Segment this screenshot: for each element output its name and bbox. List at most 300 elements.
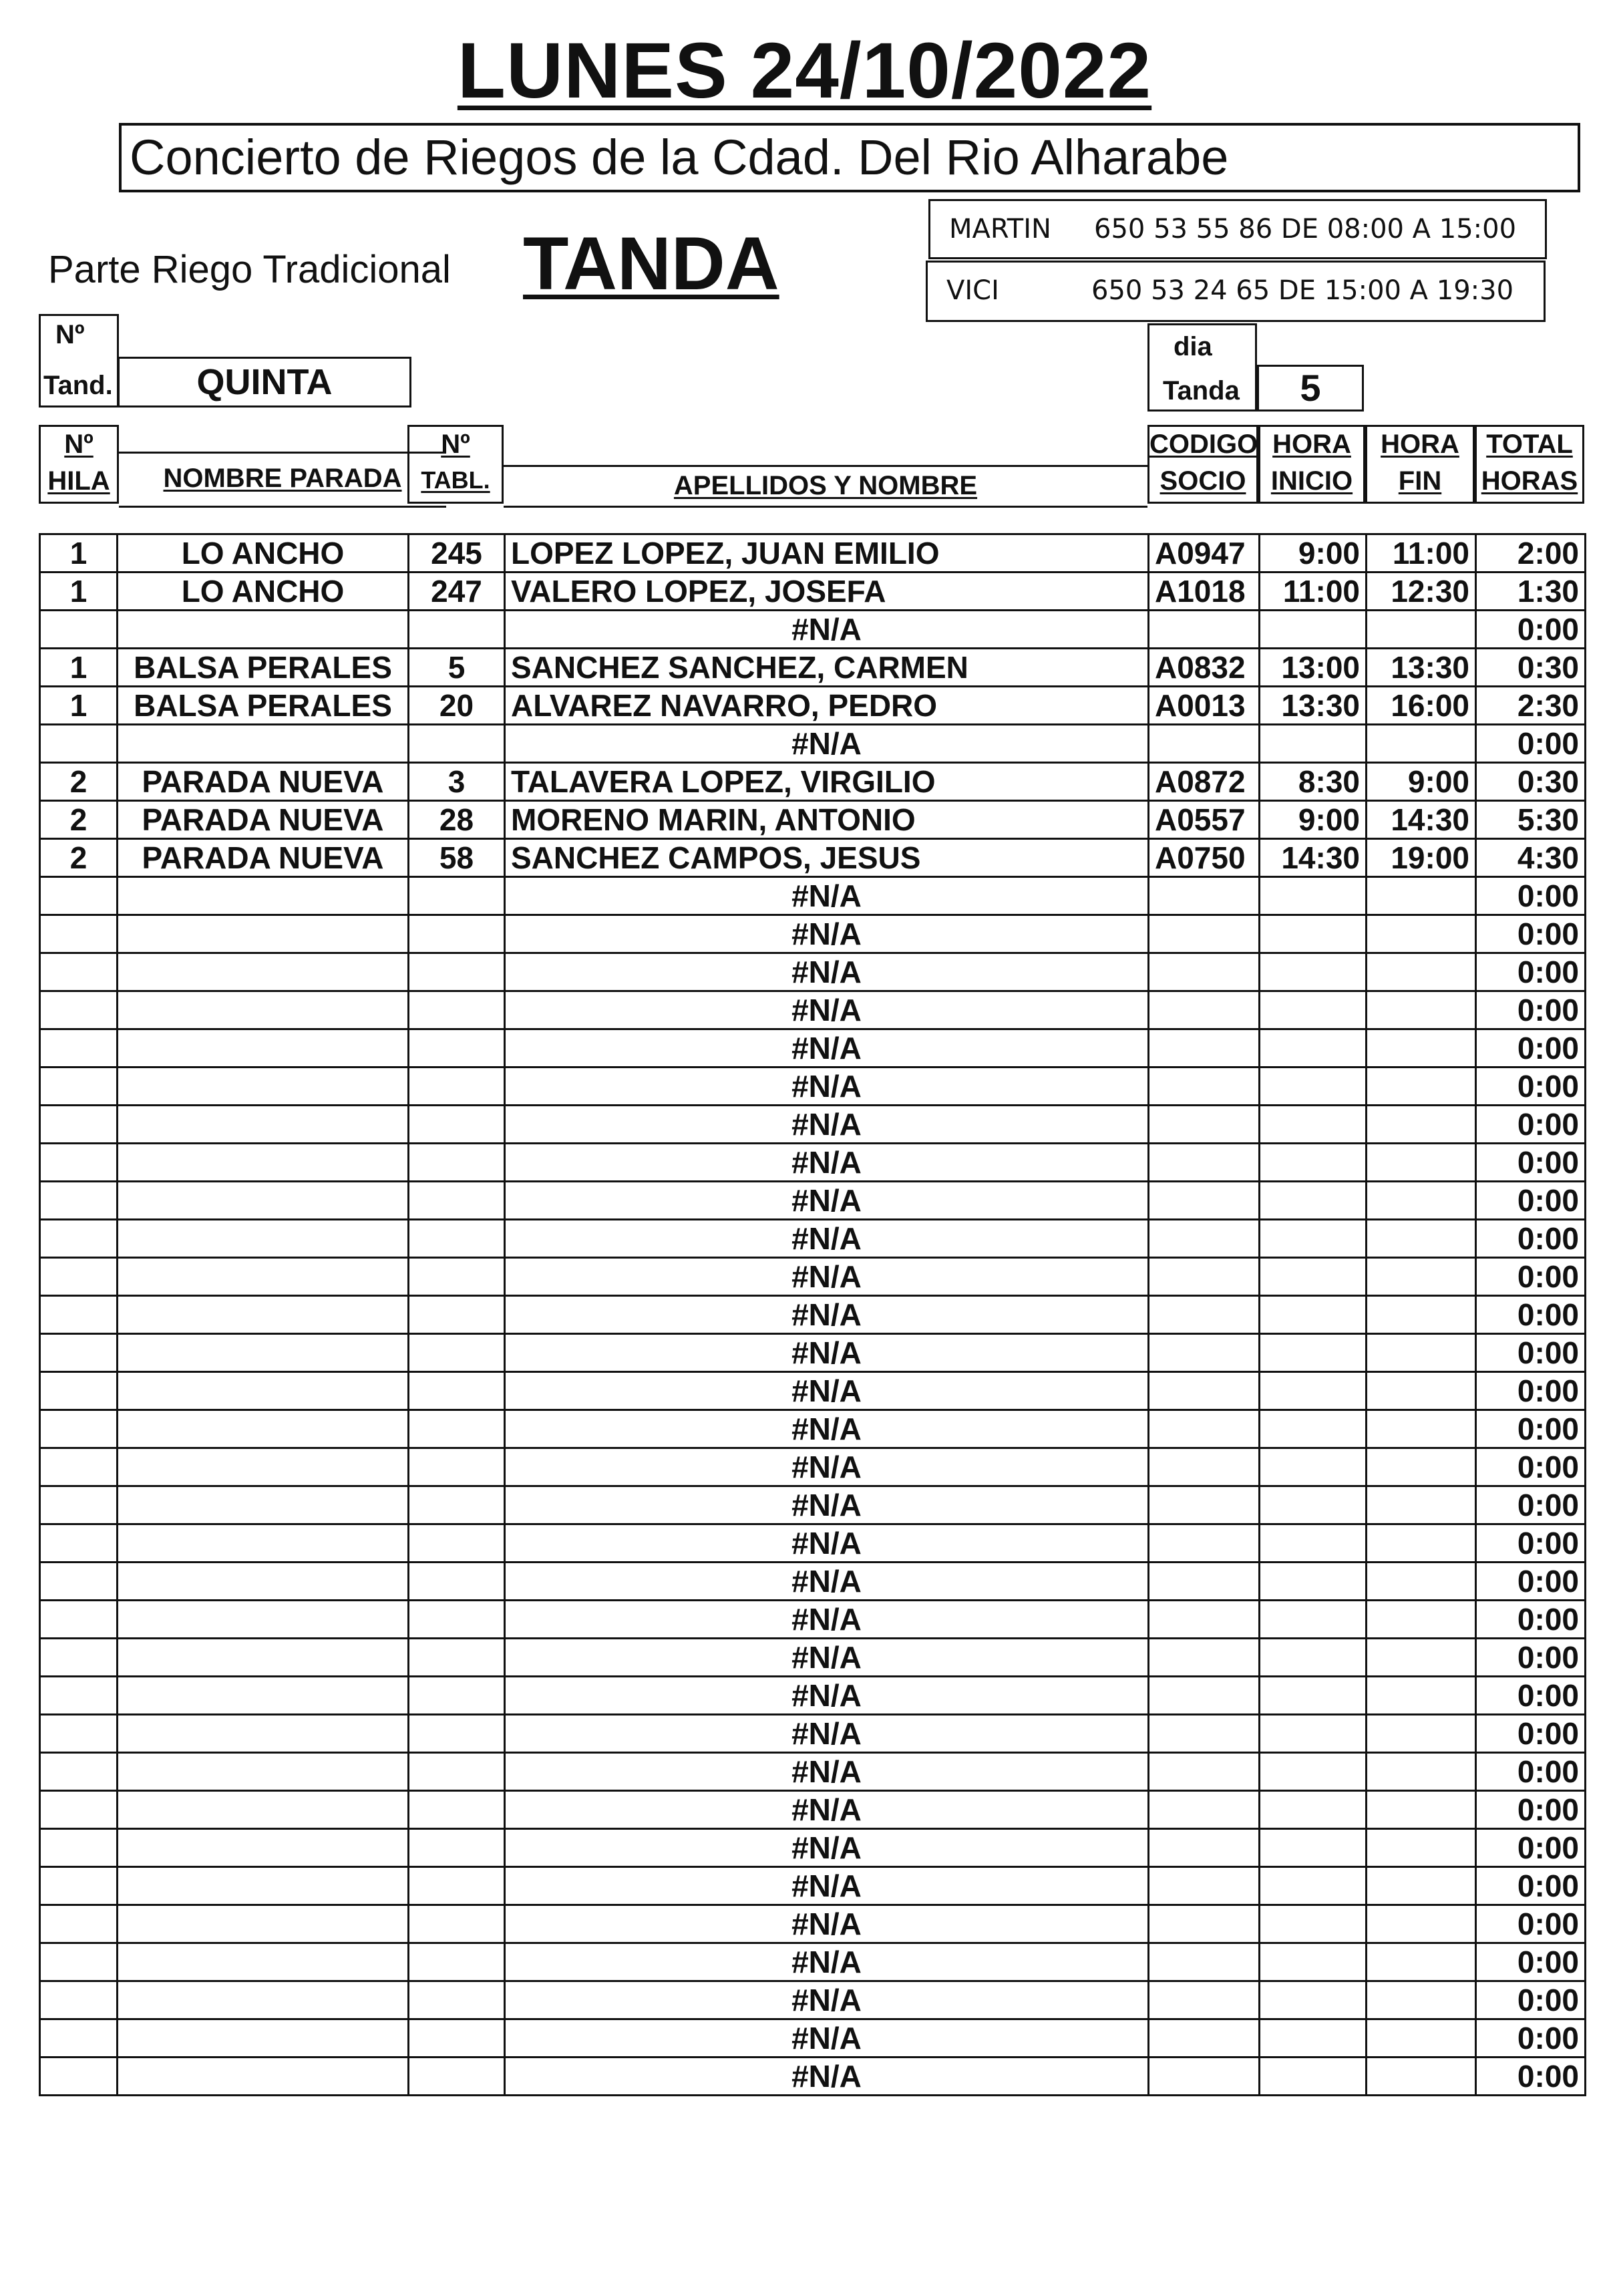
cell-nombre: #N/A (505, 953, 1149, 991)
cell-total: 0:00 (1476, 1943, 1586, 1981)
table-row-empty (40, 1410, 1586, 1448)
cell-codigo (1149, 1448, 1260, 1486)
cell-hila (40, 1258, 118, 1296)
cell-tabl (409, 2058, 505, 2096)
cell-hora-inicio (1260, 2058, 1367, 2096)
tanda-heading: TANDA (523, 222, 779, 305)
cell-codigo (1149, 1524, 1260, 1563)
cell-tabl: 247 (409, 572, 505, 611)
cell-nombre: #N/A (505, 1220, 1149, 1258)
cell-nombre: #N/A (505, 1448, 1149, 1486)
table-row-empty (40, 1372, 1586, 1410)
cell-tabl (409, 2019, 505, 2058)
cell-parada (118, 1220, 409, 1258)
cell-parada (118, 915, 409, 953)
cell-hora-fin (1367, 1715, 1476, 1753)
cell-hora-fin (1367, 1677, 1476, 1715)
cell-nombre: LOPEZ LOPEZ, JUAN EMILIO (505, 534, 1149, 572)
cell-hora-fin (1367, 1943, 1476, 1981)
header-hora-inicio-top: HORA (1272, 430, 1351, 459)
cell-hora-inicio (1260, 1677, 1367, 1715)
cell-hora-fin (1367, 2019, 1476, 2058)
cell-codigo (1149, 1144, 1260, 1182)
cell-parada: PARADA NUEVA (118, 801, 409, 839)
tand-no-label: Nº (55, 320, 85, 349)
table-row (40, 572, 1586, 611)
cell-hora-fin (1367, 1144, 1476, 1182)
cell-hora-inicio: 11:00 (1260, 572, 1367, 611)
cell-parada (118, 1068, 409, 1106)
cell-parada (118, 611, 409, 649)
cell-hila (40, 1563, 118, 1601)
cell-tabl (409, 1524, 505, 1563)
contact-info: 650 53 55 86 DE 08:00 A 15:00 (1094, 214, 1517, 244)
cell-parada: BALSA PERALES (118, 687, 409, 725)
cell-total: 0:00 (1476, 1486, 1586, 1524)
cell-tabl (409, 1068, 505, 1106)
cell-hila: 1 (40, 687, 118, 725)
cell-hila (40, 1144, 118, 1182)
cell-nombre: #N/A (505, 2058, 1149, 2096)
cell-hora-fin (1367, 991, 1476, 1029)
cell-tabl (409, 1867, 505, 1905)
cell-tabl (409, 1106, 505, 1144)
cell-hora-inicio (1260, 1943, 1367, 1981)
cell-hora-fin (1367, 877, 1476, 915)
cell-hila (40, 1068, 118, 1106)
cell-codigo (1149, 1943, 1260, 1981)
table-row-empty (40, 2058, 1586, 2096)
cell-tabl: 28 (409, 801, 505, 839)
cell-codigo (1149, 1639, 1260, 1677)
cell-nombre: #N/A (505, 1829, 1149, 1867)
cell-codigo (1149, 1334, 1260, 1372)
cell-tabl (409, 611, 505, 649)
cell-total: 0:00 (1476, 1410, 1586, 1448)
header-hora-fin-bottom: FIN (1398, 466, 1442, 496)
cell-codigo: A0947 (1149, 534, 1260, 572)
dia-box (1147, 323, 1257, 412)
cell-nombre: #N/A (505, 1410, 1149, 1448)
cell-nombre: #N/A (505, 1639, 1149, 1677)
cell-hora-fin (1367, 1486, 1476, 1524)
header-apellidos-text: APELLIDOS Y NOMBRE (673, 471, 978, 500)
cell-codigo (1149, 1372, 1260, 1410)
cell-hora-fin (1367, 1867, 1476, 1905)
cell-codigo: A0872 (1149, 763, 1260, 801)
cell-total: 0:00 (1476, 1448, 1586, 1486)
cell-hora-fin (1367, 1296, 1476, 1334)
cell-hila (40, 1182, 118, 1220)
cell-hora-inicio (1260, 1791, 1367, 1829)
cell-tabl (409, 953, 505, 991)
cell-parada (118, 1106, 409, 1144)
cell-hila: 1 (40, 572, 118, 611)
cell-hila (40, 1106, 118, 1144)
table-row-empty (40, 1943, 1586, 1981)
cell-parada (118, 1486, 409, 1524)
table-row (40, 649, 1586, 687)
cell-hora-fin (1367, 1029, 1476, 1068)
table-row-empty (40, 1220, 1586, 1258)
cell-codigo (1149, 2019, 1260, 2058)
cell-tabl (409, 1029, 505, 1068)
cell-total: 0:00 (1476, 1258, 1586, 1296)
cell-parada (118, 1334, 409, 1372)
cell-hora-inicio (1260, 1524, 1367, 1563)
cell-hora-inicio (1260, 1144, 1367, 1182)
cell-nombre: #N/A (505, 1106, 1149, 1144)
header-total-top: TOTAL (1486, 430, 1573, 459)
cell-hila (40, 1601, 118, 1639)
cell-codigo (1149, 1981, 1260, 2019)
table-row (40, 763, 1586, 801)
cell-parada (118, 2058, 409, 2096)
cell-hila (40, 1943, 118, 1981)
cell-hora-inicio (1260, 1410, 1367, 1448)
header-hora-fin (1365, 425, 1475, 504)
cell-total: 0:00 (1476, 1106, 1586, 1144)
cell-codigo (1149, 1068, 1260, 1106)
cell-hila (40, 1448, 118, 1486)
cell-codigo (1149, 1715, 1260, 1753)
cell-total: 0:00 (1476, 1791, 1586, 1829)
table-row-empty (40, 1791, 1586, 1829)
cell-hila: 2 (40, 801, 118, 839)
header-no-hila-bottom: HILA (47, 466, 110, 496)
cell-tabl (409, 1715, 505, 1753)
table-row-empty (40, 1563, 1586, 1601)
cell-parada: LO ANCHO (118, 534, 409, 572)
cell-parada (118, 1563, 409, 1601)
cell-codigo (1149, 1106, 1260, 1144)
cell-nombre: #N/A (505, 1715, 1149, 1753)
cell-tabl (409, 1639, 505, 1677)
cell-parada (118, 1791, 409, 1829)
cell-hora-inicio (1260, 877, 1367, 915)
cell-hila (40, 1296, 118, 1334)
cell-hora-inicio: 13:30 (1260, 687, 1367, 725)
cell-total: 0:00 (1476, 877, 1586, 915)
header-no-hila (39, 425, 119, 504)
cell-hora-fin (1367, 915, 1476, 953)
cell-total: 0:30 (1476, 763, 1586, 801)
cell-hila (40, 1372, 118, 1410)
cell-parada (118, 1448, 409, 1486)
parte-label: Parte Riego Tradicional (48, 248, 451, 291)
cell-tabl (409, 1410, 505, 1448)
cell-nombre: SANCHEZ SANCHEZ, CARMEN (505, 649, 1149, 687)
cell-parada (118, 1601, 409, 1639)
header-codigo-top: CODIGO (1149, 430, 1258, 459)
cell-hora-fin (1367, 1905, 1476, 1943)
cell-hora-inicio (1260, 1905, 1367, 1943)
cell-hila (40, 1905, 118, 1943)
cell-parada (118, 877, 409, 915)
table-row-empty (40, 1905, 1586, 1943)
cell-tabl: 5 (409, 649, 505, 687)
cell-hora-fin (1367, 1372, 1476, 1410)
cell-hila: 1 (40, 649, 118, 687)
cell-hila (40, 1029, 118, 1068)
cell-total: 0:00 (1476, 1144, 1586, 1182)
cell-hora-inicio (1260, 725, 1367, 763)
cell-total: 0:00 (1476, 1715, 1586, 1753)
cell-codigo (1149, 1601, 1260, 1639)
header-hora-inicio-bottom: INICIO (1270, 466, 1353, 496)
cell-nombre: #N/A (505, 1867, 1149, 1905)
cell-total: 0:00 (1476, 1753, 1586, 1791)
cell-hila (40, 877, 118, 915)
cell-codigo: A0557 (1149, 801, 1260, 839)
table-row (40, 687, 1586, 725)
table-row-empty (40, 1486, 1586, 1524)
tand-number-box (39, 314, 119, 407)
cell-nombre: ALVAREZ NAVARRO, PEDRO (505, 687, 1149, 725)
cell-parada (118, 1524, 409, 1563)
cell-codigo (1149, 953, 1260, 991)
cell-tabl (409, 725, 505, 763)
cell-hora-fin (1367, 1791, 1476, 1829)
cell-nombre: #N/A (505, 877, 1149, 915)
header-nombre-parada (119, 452, 446, 508)
table-row-empty (40, 1334, 1586, 1372)
cell-hora-inicio (1260, 953, 1367, 991)
cell-nombre: MORENO MARIN, ANTONIO (505, 801, 1149, 839)
cell-tabl: 58 (409, 839, 505, 877)
cell-hila (40, 953, 118, 991)
contact-info: 650 53 24 65 DE 15:00 A 19:30 (1091, 275, 1514, 306)
cell-nombre: #N/A (505, 915, 1149, 953)
cell-codigo (1149, 611, 1260, 649)
cell-codigo: A0013 (1149, 687, 1260, 725)
cell-tabl (409, 1220, 505, 1258)
header-total-bottom: HORAS (1481, 466, 1578, 496)
table-row (40, 801, 1586, 839)
cell-nombre: VALERO LOPEZ, JOSEFA (505, 572, 1149, 611)
cell-hila: 2 (40, 763, 118, 801)
cell-tabl (409, 877, 505, 915)
cell-codigo (1149, 725, 1260, 763)
cell-hora-fin: 14:30 (1367, 801, 1476, 839)
cell-hora-fin (1367, 1601, 1476, 1639)
table-row-empty (40, 1677, 1586, 1715)
cell-hora-fin (1367, 1563, 1476, 1601)
header-nombre-parada-text: NOMBRE PARADA (163, 464, 402, 493)
cell-tabl: 3 (409, 763, 505, 801)
table-row-empty (40, 1867, 1586, 1905)
cell-tabl: 245 (409, 534, 505, 572)
cell-total: 0:00 (1476, 1296, 1586, 1334)
table-row-empty (40, 1715, 1586, 1753)
cell-hila (40, 1829, 118, 1867)
contact-box-martin (928, 199, 1547, 259)
contact-name: VICI (946, 275, 999, 306)
table-body (40, 534, 1586, 2096)
cell-nombre: #N/A (505, 611, 1149, 649)
cell-nombre: #N/A (505, 1182, 1149, 1220)
contact-name: MARTIN (949, 214, 1051, 244)
table-row-empty (40, 1601, 1586, 1639)
cell-hila (40, 1867, 118, 1905)
cell-tabl (409, 1905, 505, 1943)
cell-hora-inicio: 14:30 (1260, 839, 1367, 877)
cell-hora-fin (1367, 953, 1476, 991)
cell-codigo: A0832 (1149, 649, 1260, 687)
contact-box-vici (926, 261, 1546, 322)
cell-hora-inicio (1260, 1448, 1367, 1486)
cell-hila (40, 725, 118, 763)
cell-total: 0:00 (1476, 1182, 1586, 1220)
header-no-tabl-top: Nº (441, 430, 470, 459)
header-no-tabl (407, 425, 504, 504)
cell-nombre: #N/A (505, 1981, 1149, 2019)
cell-total: 0:00 (1476, 1372, 1586, 1410)
cell-tabl (409, 1258, 505, 1296)
cell-codigo (1149, 1829, 1260, 1867)
cell-total: 0:30 (1476, 649, 1586, 687)
table-row-empty (40, 1981, 1586, 2019)
cell-tabl: 20 (409, 687, 505, 725)
cell-nombre: #N/A (505, 1753, 1149, 1791)
cell-hora-fin (1367, 1524, 1476, 1563)
cell-total: 0:00 (1476, 1334, 1586, 1372)
cell-tabl (409, 1334, 505, 1372)
cell-parada (118, 1372, 409, 1410)
cell-parada (118, 1182, 409, 1220)
cell-nombre: #N/A (505, 1563, 1149, 1601)
cell-hora-inicio: 8:30 (1260, 763, 1367, 801)
cell-hora-inicio (1260, 2019, 1367, 2058)
cell-hora-fin (1367, 1829, 1476, 1867)
table-row-empty (40, 1144, 1586, 1182)
cell-nombre: #N/A (505, 1905, 1149, 1943)
cell-total: 0:00 (1476, 611, 1586, 649)
cell-total: 2:30 (1476, 687, 1586, 725)
cell-total: 4:30 (1476, 839, 1586, 877)
cell-nombre: #N/A (505, 1258, 1149, 1296)
cell-total: 0:00 (1476, 1905, 1586, 1943)
cell-hora-inicio (1260, 1715, 1367, 1753)
cell-hora-inicio (1260, 1334, 1367, 1372)
cell-hora-inicio (1260, 991, 1367, 1029)
cell-hila (40, 2019, 118, 2058)
cell-hora-inicio (1260, 1981, 1367, 2019)
cell-tabl (409, 1943, 505, 1981)
cell-tabl (409, 1753, 505, 1791)
cell-parada (118, 1677, 409, 1715)
cell-parada (118, 1753, 409, 1791)
cell-nombre: TALAVERA LOPEZ, VIRGILIO (505, 763, 1149, 801)
cell-parada: PARADA NUEVA (118, 763, 409, 801)
cell-hora-inicio (1260, 1372, 1367, 1410)
cell-hila (40, 991, 118, 1029)
cell-total: 1:30 (1476, 572, 1586, 611)
cell-total: 0:00 (1476, 1029, 1586, 1068)
cell-parada (118, 1410, 409, 1448)
cell-total: 0:00 (1476, 725, 1586, 763)
cell-codigo (1149, 1410, 1260, 1448)
cell-hila (40, 915, 118, 953)
cell-codigo (1149, 1867, 1260, 1905)
cell-hora-fin: 19:00 (1367, 839, 1476, 877)
cell-codigo (1149, 1905, 1260, 1943)
header-no-hila-top: Nº (64, 430, 94, 459)
cell-parada (118, 1296, 409, 1334)
cell-codigo (1149, 1791, 1260, 1829)
cell-hila (40, 2058, 118, 2096)
cell-parada: BALSA PERALES (118, 649, 409, 687)
cell-tabl (409, 1296, 505, 1334)
cell-parada (118, 1905, 409, 1943)
table-row-empty (40, 1524, 1586, 1563)
cell-nombre: #N/A (505, 1144, 1149, 1182)
cell-parada (118, 1715, 409, 1753)
cell-total: 0:00 (1476, 1639, 1586, 1677)
table-row (40, 534, 1586, 572)
cell-hora-inicio (1260, 1296, 1367, 1334)
cell-hila: 2 (40, 839, 118, 877)
cell-parada (118, 1258, 409, 1296)
cell-codigo (1149, 1258, 1260, 1296)
cell-hora-fin (1367, 1068, 1476, 1106)
cell-hila (40, 1486, 118, 1524)
cell-tabl (409, 1791, 505, 1829)
cell-total: 0:00 (1476, 1220, 1586, 1258)
cell-nombre: #N/A (505, 1334, 1149, 1372)
cell-codigo (1149, 1296, 1260, 1334)
cell-tabl (409, 1448, 505, 1486)
tand-value: QUINTA (118, 357, 411, 407)
cell-tabl (409, 915, 505, 953)
cell-hila (40, 1334, 118, 1372)
cell-nombre: #N/A (505, 1601, 1149, 1639)
table-row-empty (40, 1639, 1586, 1677)
tand-label: Tand. (43, 371, 113, 400)
cell-codigo (1149, 1486, 1260, 1524)
cell-total: 0:00 (1476, 1981, 1586, 2019)
cell-parada (118, 1029, 409, 1068)
cell-hora-fin: 13:30 (1367, 649, 1476, 687)
cell-hora-inicio (1260, 1220, 1367, 1258)
cell-parada (118, 1981, 409, 2019)
cell-total: 0:00 (1476, 2058, 1586, 2096)
cell-hora-fin: 12:30 (1367, 572, 1476, 611)
dia-value: 5 (1257, 365, 1364, 412)
cell-hora-fin: 16:00 (1367, 687, 1476, 725)
subtitle-box: Concierto de Riegos de la Cdad. Del Rio Alharabe (119, 123, 1580, 192)
cell-nombre: #N/A (505, 1791, 1149, 1829)
cell-parada (118, 725, 409, 763)
cell-total: 0:00 (1476, 2019, 1586, 2058)
cell-codigo (1149, 2058, 1260, 2096)
cell-hila (40, 1753, 118, 1791)
cell-codigo (1149, 1182, 1260, 1220)
cell-hora-inicio: 9:00 (1260, 534, 1367, 572)
cell-tabl (409, 1182, 505, 1220)
table-row-empty (40, 915, 1586, 953)
cell-hila (40, 1524, 118, 1563)
cell-nombre: SANCHEZ CAMPOS, JESUS (505, 839, 1149, 877)
cell-total: 0:00 (1476, 1563, 1586, 1601)
cell-codigo (1149, 915, 1260, 953)
cell-hora-inicio (1260, 611, 1367, 649)
cell-parada (118, 1144, 409, 1182)
cell-hora-fin (1367, 1753, 1476, 1791)
cell-hora-fin (1367, 1106, 1476, 1144)
table-row-empty (40, 1068, 1586, 1106)
table-row-empty (40, 877, 1586, 915)
